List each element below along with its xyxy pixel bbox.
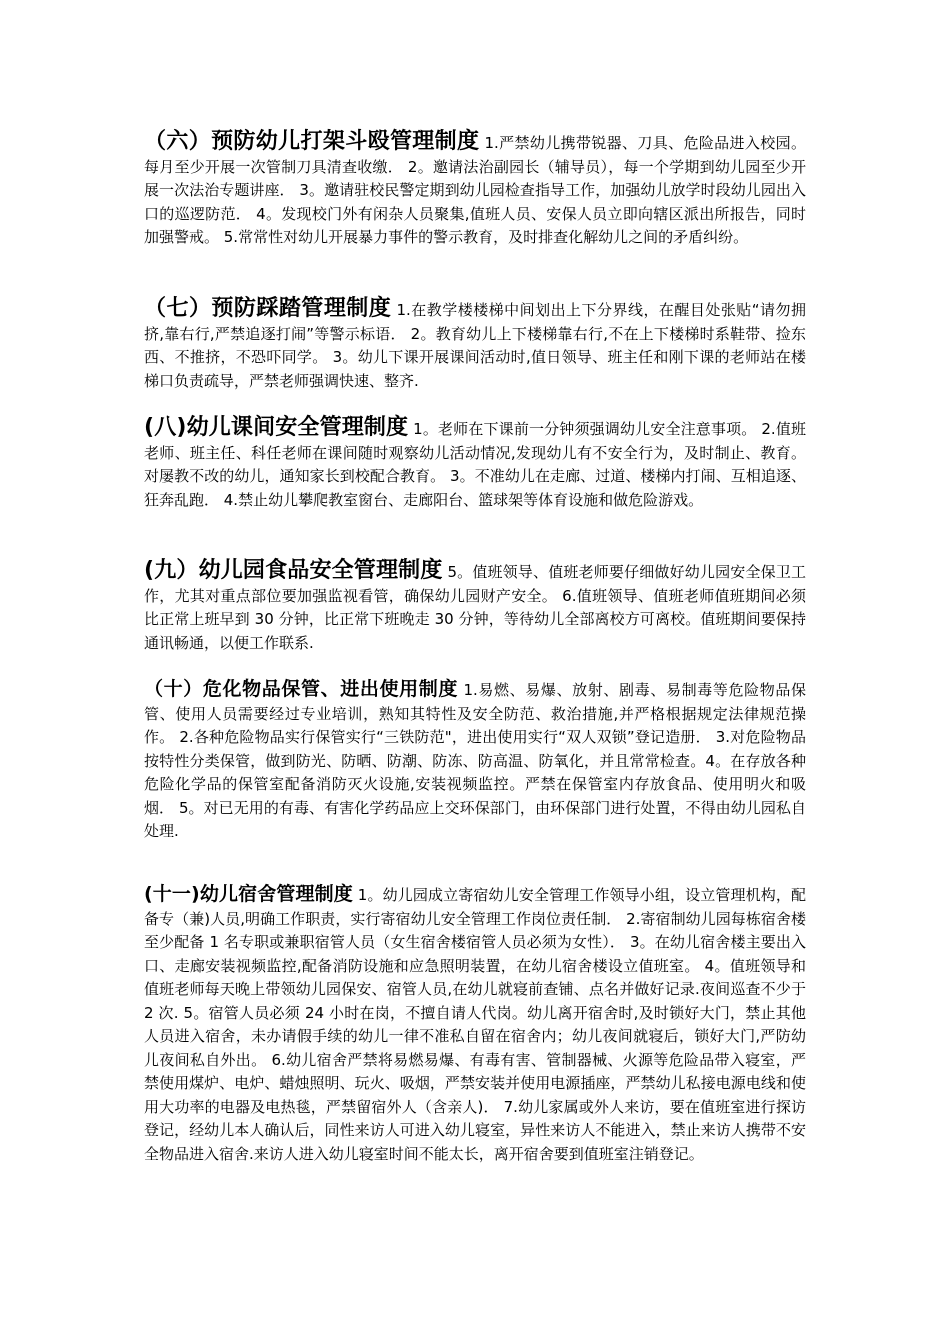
section-break-safety bbox=[144, 416, 806, 512]
section-body: 1.在教学楼楼梯中间划出上下分界线，在醒目处张贴“请勿拥挤,靠右行,严禁追逐打闹”等警示标语． 2。教育幼儿上下楼梯靠右行,不在上下楼梯时系鞋带、捡东西、不推挤，不恐吓同学。 3。幼儿下课开展课间活动时,值日领导、班主任和刚下课的老师站在楼梯口负责疏导，严禁老师强调快速、整齐. bbox=[144, 301, 806, 390]
section-body: 1.易燃、易爆、放射、剧毒、易制毒等危险物品保管、使用人员需要经过专业培训，熟知其特性及安全防范、救治措施,并严格根据规定法律规范操作。 2.各种危险物品实行保管实行“三铁防范"，进出使用实行“双人双锁”登记造册． 3.对危险物品按特性分类保管，做到防光、防晒、防潮、防冻、防高温、防氧化，并且常常检查。4。在存放各种危险化学品的保管室配备消防灭火设施,安装视频监控。严禁在保管室内存放食品、使用明火和吸烟． 5。对已无用的有毒、有害化学药品应上交环保部门，由环保部门进行处置，不得由幼儿园私自处理. bbox=[144, 681, 806, 840]
section-heading: （七）预防踩踏管理制度 bbox=[144, 296, 392, 321]
section-heading: (八)幼儿课间安全管理制度 bbox=[144, 415, 409, 440]
section-food-safety bbox=[144, 559, 806, 655]
section-heading: （十）危化物品保管、进出使用制度 bbox=[144, 678, 459, 700]
section-heading: (九）幼儿园食品安全管理制度 bbox=[144, 558, 443, 583]
section-heading: (十一)幼儿宿舍管理制度 bbox=[144, 883, 353, 905]
section-heading: （六）预防幼儿打架斗殴管理制度 bbox=[144, 129, 480, 154]
section-fighting-prevention bbox=[144, 130, 806, 250]
section-stampede-prevention bbox=[144, 297, 806, 393]
section-body: 5。值班领导、值班老师要仔细做好幼儿园安全保卫工作，尤其对重点部位要加强监视看管，确保幼儿园财产安全。 6.值班领导、值班老师值班期间必须比正常上班早到 30 分钟，比正常下班晚走 30 分钟，等待幼儿全部离校方可离校。值班期间要保持通讯畅通，以便工作联系. bbox=[144, 563, 806, 652]
section-body: 1.严禁幼儿携带锐器、刀具、危险品进入校园。每月至少开展一次管制刀具清查收缴． 2。邀请法治副园长（辅导员），每一个学期到幼儿园至少开展一次法治专题讲座． 3。邀请驻校民警定期到幼儿园检查指导工作，加强幼儿放学时段幼儿园出入口的巡逻防范． 4。发现校门外有闲杂人员聚集,值班人员、安保人员立即向辖区派出所报告，同时加强警戒。 5.常常性对幼儿开展暴力事件的警示教育，及时排查化解幼儿之间的矛盾纠纷。 bbox=[144, 134, 806, 246]
section-dormitory bbox=[144, 883, 806, 1166]
section-hazardous-materials bbox=[144, 678, 806, 844]
section-body: 1。幼儿园成立寄宿幼儿安全管理工作领导小组，设立管理机构，配备专（兼)人员,明确工作职责，实行寄宿幼儿安全管理工作岗位责任制． 2.寄宿制幼儿园每栋宿舍楼至少配备 1 名专职或兼职宿管人员（女生宿舍楼宿管人员必须为女性）． 3。在幼儿宿舍楼主要出入口、走廊安装视频监控,配备消防设施和应急照明装置，在幼儿宿舍楼设立值班室。 4。值班领导和值班老师每天晚上带领幼儿园保安、宿管人员,在幼儿就寝前查铺、点名并做好记录.夜间巡查不少于 2 次. 5。宿管人员必须 24 小时在岗，不擅自请人代岗。幼儿离开宿舍时,及时锁好大门，禁止其他人员进入宿舍，未办请假手续的幼儿一律不准私自留在宿舍内；幼儿夜间就寝后，锁好大门,严防幼儿夜间私自外出。 6.幼儿宿舍严禁将易燃易爆、有毒有害、管制器械、火源等危险品带入寝室，严禁使用煤炉、电炉、蜡烛照明、玩火、吸烟，严禁安装并使用电源插座，严禁幼儿私接电源电线和使用大功率的电器及电热毯，严禁留宿外人（含亲人)． 7.幼儿家属或外人来访，要在值班室进行探访登记，经幼儿本人确认后，同性来访人可进入幼儿寝室，异性来访人不能进入，禁止来访人携带不安全物品进入宿舍.来访人进入幼儿寝室时间不能太长，离开宿舍要到值班室注销登记。 bbox=[144, 886, 806, 1163]
section-body: 1。老师在下课前一分钟须强调幼儿安全注意事项。 2.值班老师、班主任、科任老师在课间随时观察幼儿活动情况,发现幼儿有不安全行为，及时制止、教育。对屡教不改的幼儿，通知家长到校配合教育。 3。不准幼儿在走廊、过道、楼梯内打闹、互相追逐、狂奔乱跑． 4.禁止幼儿攀爬教室窗台、走廊阳台、篮球架等体育设施和做危险游戏。 bbox=[144, 420, 806, 509]
